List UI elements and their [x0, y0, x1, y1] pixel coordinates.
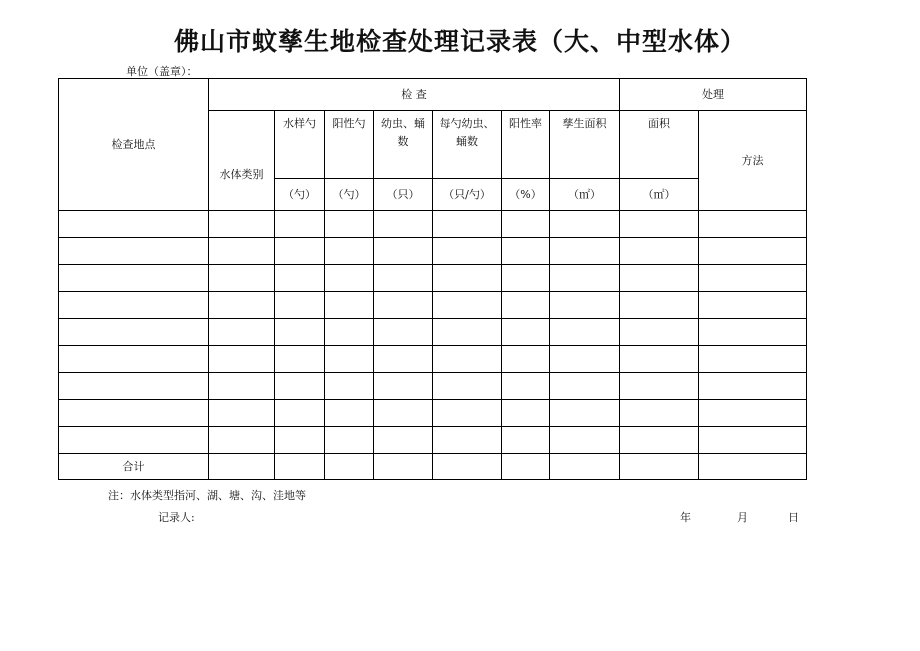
header-breeding-area: 孳生面积	[550, 111, 620, 179]
table-row	[59, 211, 807, 238]
table-cell[interactable]	[59, 346, 209, 373]
table-cell[interactable]	[433, 265, 502, 292]
date-month-label: 月	[737, 511, 748, 524]
unit-sample-ladle: （勺）	[275, 179, 325, 211]
table-cell[interactable]	[699, 373, 807, 400]
table-cell[interactable]	[433, 211, 502, 238]
table-cell[interactable]	[275, 373, 325, 400]
table-cell[interactable]	[699, 319, 807, 346]
table-cell[interactable]	[275, 427, 325, 454]
table-cell[interactable]	[374, 346, 433, 373]
table-cell[interactable]	[502, 238, 550, 265]
table-cell[interactable]	[59, 427, 209, 454]
table-cell[interactable]	[374, 319, 433, 346]
unit-breeding-area: （㎡）	[550, 179, 620, 211]
table-cell[interactable]	[620, 238, 699, 265]
table-row	[59, 346, 807, 373]
header-positive-ladle: 阳性勺	[325, 111, 374, 179]
header-per-ladle-line1: 每勺幼虫、	[439, 117, 495, 130]
header-handle: 处理	[620, 79, 807, 111]
table-cell[interactable]	[502, 319, 550, 346]
blank-rows	[59, 211, 807, 454]
table-cell[interactable]	[209, 400, 275, 427]
table-row	[59, 427, 807, 454]
inspection-record-table	[58, 78, 807, 480]
table-cell[interactable]	[620, 346, 699, 373]
table-cell[interactable]	[502, 346, 550, 373]
table-cell[interactable]	[502, 454, 550, 480]
unit-stamp-label: 单位（盖章）：	[126, 65, 198, 78]
table-cell[interactable]	[699, 238, 807, 265]
table-cell[interactable]	[620, 211, 699, 238]
table-cell[interactable]	[59, 319, 209, 346]
table-cell[interactable]	[433, 427, 502, 454]
table-cell[interactable]	[325, 346, 374, 373]
table-cell[interactable]	[620, 292, 699, 319]
table-cell[interactable]	[374, 427, 433, 454]
table-cell[interactable]	[620, 427, 699, 454]
table-cell[interactable]	[59, 211, 209, 238]
header-method: 方法	[699, 111, 807, 211]
footnote: 注：水体类型指河、湖、塘、沟、洼地等	[108, 489, 306, 502]
table-cell[interactable]	[550, 373, 620, 400]
table-cell[interactable]	[550, 454, 620, 480]
table-cell[interactable]	[209, 292, 275, 319]
table-cell[interactable]	[502, 427, 550, 454]
table-cell[interactable]	[550, 238, 620, 265]
table-cell[interactable]	[433, 319, 502, 346]
table-cell[interactable]	[433, 292, 502, 319]
form-title: 佛山市蚊孳生地检查处理记录表（大、中型水体）	[173, 27, 746, 56]
header-larva-count	[374, 111, 433, 179]
header-inspect: 检 查	[209, 79, 620, 111]
table-cell[interactable]	[325, 454, 374, 480]
unit-per-ladle: （只/勺）	[433, 179, 502, 211]
table-cell[interactable]	[433, 373, 502, 400]
table-row	[59, 265, 807, 292]
table-cell[interactable]	[325, 211, 374, 238]
table-cell[interactable]	[699, 454, 807, 480]
table-cell[interactable]	[374, 292, 433, 319]
table-cell[interactable]	[59, 400, 209, 427]
header-area: 面积	[620, 111, 699, 179]
table-cell[interactable]	[620, 400, 699, 427]
table-cell[interactable]	[502, 211, 550, 238]
table-cell[interactable]	[374, 211, 433, 238]
header-positive-rate: 阳性率	[502, 111, 550, 179]
table-row	[59, 238, 807, 265]
table-cell[interactable]	[59, 373, 209, 400]
table-cell[interactable]	[325, 400, 374, 427]
table-cell[interactable]	[699, 400, 807, 427]
table-cell[interactable]	[620, 373, 699, 400]
table-cell[interactable]	[209, 265, 275, 292]
header-per-ladle	[433, 111, 502, 179]
table-cell[interactable]	[275, 454, 325, 480]
table-cell[interactable]	[550, 292, 620, 319]
table-cell[interactable]	[275, 211, 325, 238]
table-cell[interactable]	[699, 292, 807, 319]
header-larva-line2: 数	[397, 134, 409, 148]
total-row	[59, 454, 807, 480]
table-cell[interactable]	[275, 346, 325, 373]
table-cell[interactable]	[374, 400, 433, 427]
header-per-ladle-line2: 蛹数	[456, 134, 478, 148]
recorder-label: 记录人:	[158, 511, 195, 524]
table-cell[interactable]	[209, 454, 275, 480]
table-cell[interactable]	[325, 373, 374, 400]
table-cell[interactable]	[433, 238, 502, 265]
table-cell[interactable]	[620, 265, 699, 292]
table-cell[interactable]	[209, 373, 275, 400]
unit-larva: （只）	[374, 179, 433, 211]
table-cell[interactable]	[209, 319, 275, 346]
table-cell[interactable]	[502, 265, 550, 292]
table-cell[interactable]	[275, 400, 325, 427]
header-sample-ladle: 水样勺	[275, 111, 325, 179]
table-row	[59, 292, 807, 319]
table-cell[interactable]	[275, 238, 325, 265]
header-larva-line1: 幼虫、蛹	[381, 117, 425, 130]
table-cell[interactable]	[59, 238, 209, 265]
total-label: 合计	[59, 454, 209, 480]
table-cell[interactable]	[325, 292, 374, 319]
table-cell[interactable]	[59, 265, 209, 292]
table-cell[interactable]	[550, 265, 620, 292]
table-cell[interactable]	[275, 292, 325, 319]
table-cell[interactable]	[325, 265, 374, 292]
table-row	[59, 400, 807, 427]
table-cell[interactable]	[550, 427, 620, 454]
table-cell[interactable]	[209, 238, 275, 265]
date-year-label: 年	[680, 511, 691, 524]
table-cell[interactable]	[550, 346, 620, 373]
table-cell[interactable]	[325, 319, 374, 346]
table-cell[interactable]	[433, 454, 502, 480]
table-cell[interactable]	[550, 400, 620, 427]
table-cell[interactable]	[325, 427, 374, 454]
header-location: 检查地点	[59, 79, 209, 211]
date-day-label: 日	[788, 511, 799, 524]
table-cell[interactable]	[433, 346, 502, 373]
table-cell[interactable]	[59, 292, 209, 319]
unit-area: （㎡）	[620, 179, 699, 211]
table-cell[interactable]	[433, 400, 502, 427]
table-cell[interactable]	[502, 373, 550, 400]
table-cell[interactable]	[620, 319, 699, 346]
table-cell[interactable]	[209, 211, 275, 238]
unit-positive-ladle: （勺）	[325, 179, 374, 211]
table-cell[interactable]	[699, 265, 807, 292]
table-cell[interactable]	[325, 238, 374, 265]
table-cell[interactable]	[209, 346, 275, 373]
table-cell[interactable]	[502, 292, 550, 319]
table-cell[interactable]	[209, 427, 275, 454]
table-cell[interactable]	[699, 346, 807, 373]
header-water-type: 水体类别	[209, 111, 275, 211]
table-cell[interactable]	[374, 238, 433, 265]
table-cell[interactable]	[502, 400, 550, 427]
table-cell[interactable]	[699, 211, 807, 238]
table-cell[interactable]	[374, 454, 433, 480]
table-row	[59, 319, 807, 346]
table-row	[59, 373, 807, 400]
table-cell[interactable]	[550, 211, 620, 238]
table-cell[interactable]	[374, 265, 433, 292]
table-cell[interactable]	[620, 454, 699, 480]
table-cell[interactable]	[550, 319, 620, 346]
table-cell[interactable]	[275, 265, 325, 292]
table-cell[interactable]	[374, 373, 433, 400]
table-cell[interactable]	[699, 427, 807, 454]
unit-positive-rate: （%）	[502, 179, 550, 211]
table-cell[interactable]	[275, 319, 325, 346]
